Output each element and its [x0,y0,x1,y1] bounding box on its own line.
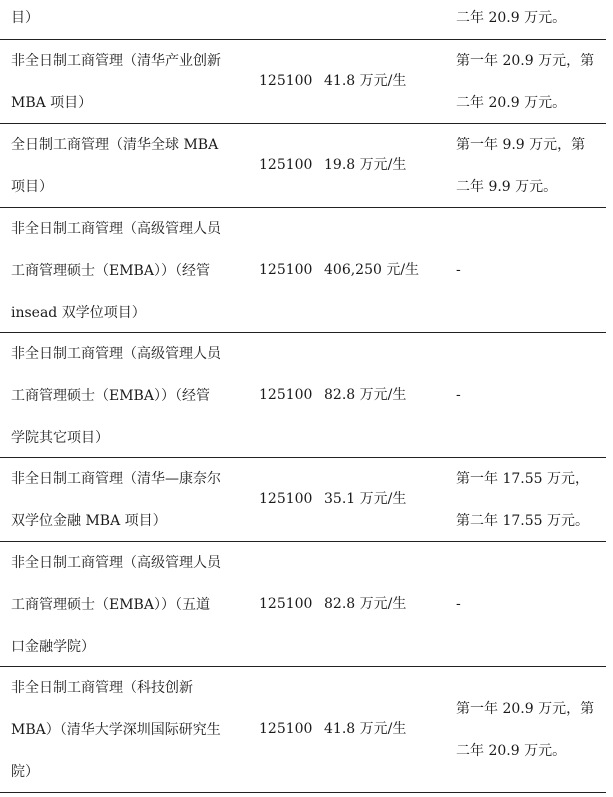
program-name: 非全日制工商管理（清华产业创新 MBA 项目） [11,53,221,111]
installment-info: 二年 20.9 万元。 [456,10,567,26]
program-code: 125100 [259,73,313,89]
program-name: 目） [11,10,39,26]
program-code: 125100 [259,491,313,507]
program-name: 全日制工商管理（清华全球 MBA 项目） [11,137,219,195]
installment-info: - [456,596,461,612]
installment-info: - [456,262,461,278]
installment-info: 第一年 20.9 万元，第 二年 20.9 万元。 [456,701,595,759]
program-name: 非全日制工商管理（高级管理人员 工商管理硕士（EMBA））（经管 学院其它项目） [11,346,221,446]
installment-info: 第一年 9.9 万元，第 二年 9.9 万元。 [456,137,586,195]
program-name: 非全日制工商管理（高级管理人员 工商管理硕士（EMBA））（经管 insead 双学位项目） [11,221,221,321]
program-code: 125100 [259,387,313,403]
program-code: 125100 [259,721,313,737]
installment-info: - [456,387,461,403]
tuition-fee: 35.1 万元/生 [324,491,407,507]
tuition-fee: 19.8 万元/生 [324,157,407,173]
tuition-fee: 41.8 万元/生 [324,73,407,89]
program-code: 125100 [259,262,313,278]
installment-info: 第一年 17.55 万元， 第二年 17.55 万元。 [456,471,589,529]
program-name: 非全日制工商管理（高级管理人员 工商管理硕士（EMBA））（五道 口金融学院） [11,555,221,655]
program-name: 非全日制工商管理（科技创新 MBA）（清华大学深圳国际研究生 院） [11,680,221,780]
program-name: 非全日制工商管理（清华—康奈尔 双学位金融 MBA 项目） [11,471,221,529]
tuition-fee: 41.8 万元/生 [324,721,407,737]
tuition-fee: 406,250 元/生 [324,262,420,278]
tuition-fee: 82.8 万元/生 [324,596,407,612]
program-code: 125100 [259,157,313,173]
program-code: 125100 [259,596,313,612]
installment-info: 第一年 20.9 万元，第 二年 20.9 万元。 [456,53,595,111]
tuition-fee: 82.8 万元/生 [324,387,407,403]
